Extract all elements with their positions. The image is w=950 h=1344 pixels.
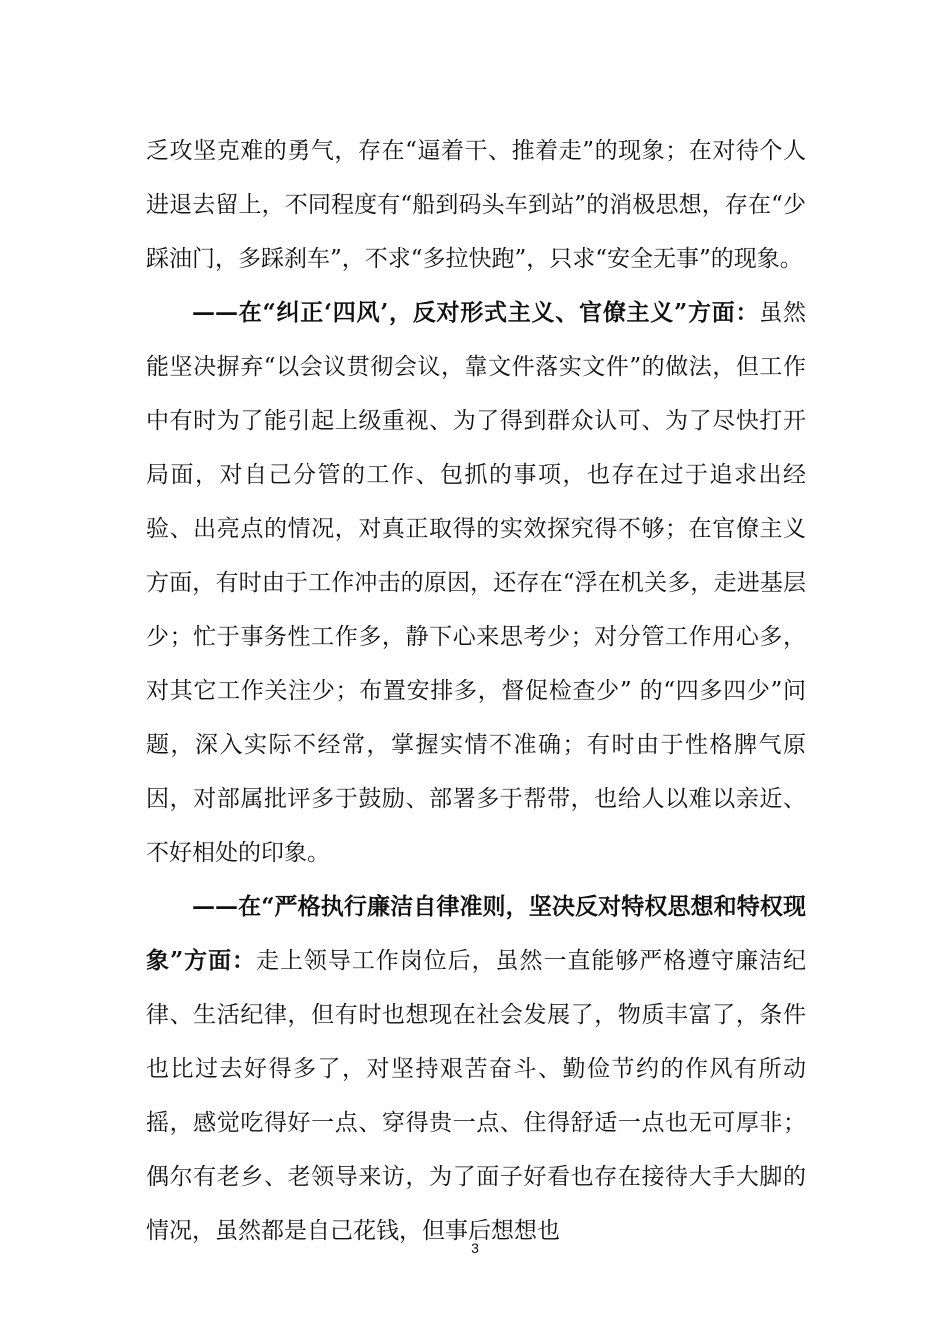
- paragraph-continuation: [146, 124, 806, 286]
- document-body: [146, 124, 806, 1258]
- paragraph-heading: ——在“严格执行廉洁自律准则，坚决反对特权思想和特权现象”方面：: [146, 893, 806, 974]
- paragraph-text: 乏攻坚克难的勇气，存在“逼着干、推着走”的现象；在对待个人进退去留上，不同程度有“船到码头车到站”的消极思想，存在“少踩油门，多踩刹车”，不求“多拉快跑”，只求“安全无事”的现象。: [146, 138, 806, 272]
- paragraph-heading: ——在“纠正‘四风’，反对形式主义、官僚主义”方面：: [192, 299, 760, 326]
- paragraph-text: 走上领导工作岗位后，虽然一直能够严格遵守廉洁纪律、生活纪律，但有时也想现在社会发展了，物质丰富了，条件也比过去好得多了，对坚持艰苦奋斗、勤俭节约的作风有所动摇，感觉吃得好一点、穿得贵一点、住得舒适一点也无可厚非；偶尔有老乡、老领导来访，为了面子好看也存在接待大手大脚的情况，虽然都是自己花钱，但事后想想也: [146, 948, 807, 1244]
- paragraph-integrity: [146, 880, 806, 1258]
- page-number: 3: [471, 1240, 479, 1256]
- paragraph-text: 虽然能坚决摒弃“以会议贯彻会议，靠文件落实文件”的做法，但工作中有时为了能引起上级重视、为了得到群众认可、为了尽快打开局面，对自己分管的工作、包抓的事项，也存在过于追求出经验、出亮点的情况，对真正取得的实效探究得不够；在官僚主义方面，有时由于工作冲击的原因，还存在“浮在机关多，走进基层少；忙于事务性工作多，静下心来思考少；对分管工作用心多，对其它工作关注少；布置安排多，督促检查少” 的“四多四少”问题，深入实际不经常，掌握实情不准确；有时由于性格脾气原因，对部属批评多于鼓励、部署多于帮带，也给人以难以亲近、不好相处的印象。: [146, 300, 807, 866]
- paragraph-four-winds: [146, 286, 806, 880]
